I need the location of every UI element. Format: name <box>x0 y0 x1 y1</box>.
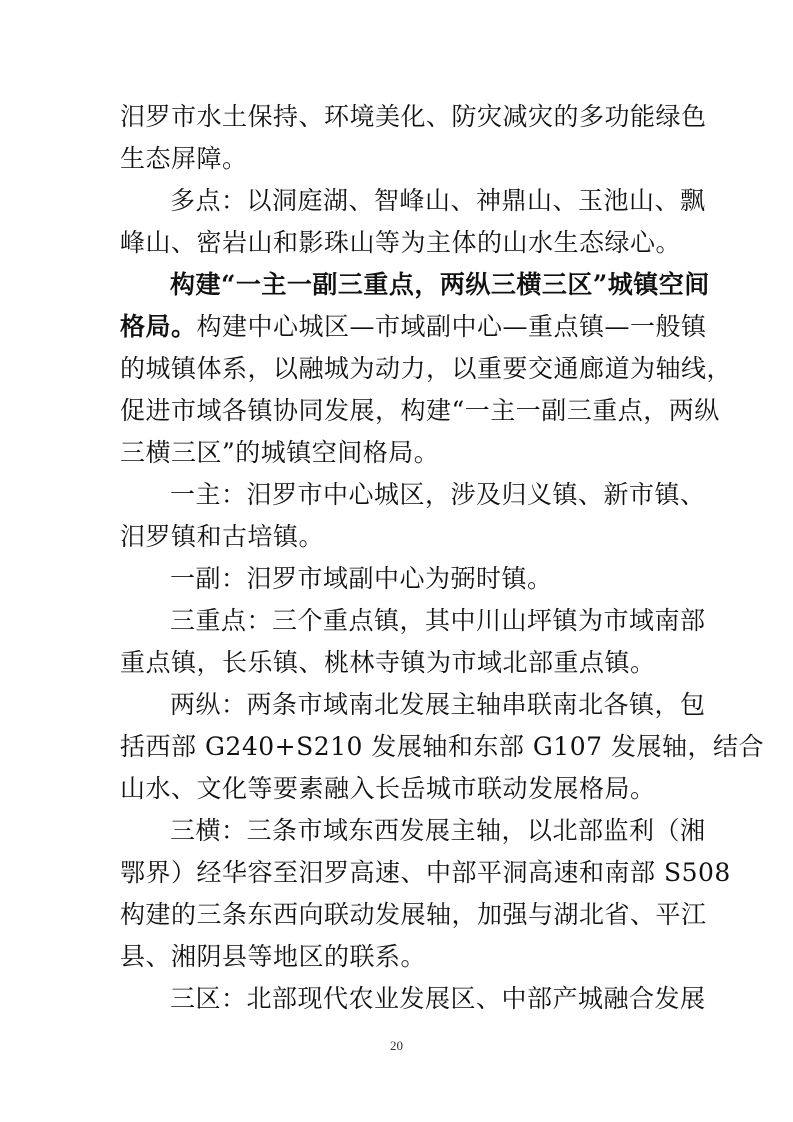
paragraph-line: 三区：北部现代农业发展区、中部产城融合发展 <box>170 984 706 1013</box>
paragraph-line: 一副：汨罗市域副中心为弼时镇。 <box>170 564 553 593</box>
paragraph-line: 县、湘阴县等地区的联系。 <box>120 942 427 971</box>
section-heading-tail: 格局。 <box>120 312 197 341</box>
paragraph-line: 三横三区”的城镇空间格局。 <box>120 438 440 467</box>
paragraph-line: 括西部 G240+S210 发展轴和东部 G107 发展轴，结合 <box>120 732 764 761</box>
paragraph-line: 三重点：三个重点镇，其中川山坪镇为市域南部 <box>170 606 706 635</box>
page-number: 20 <box>390 1038 403 1053</box>
paragraph-line: 峰山、密岩山和影珠山等为主体的山水生态绿心。 <box>120 228 682 257</box>
paragraph-line: 重点镇，长乐镇、桃林寺镇为市域北部重点镇。 <box>120 648 656 677</box>
paragraph-line: 的城镇体系，以融城为动力，以重要交通廊道为轴线， <box>120 354 733 383</box>
paragraph-line: 鄂界）经华容至汨罗高速、中部平洞高速和南部 S508 <box>120 858 731 887</box>
paragraph-line: 三横：三条市域东西发展主轴，以北部监利（湘 <box>170 816 706 845</box>
paragraph-line: 多点：以洞庭湖、智峰山、神鼎山、玉池山、飘 <box>170 186 706 215</box>
paragraph-text: 构建中心城区—市域副中心—重点镇—一般镇 <box>196 312 707 341</box>
section-heading-paragraph <box>120 308 707 346</box>
paragraph-line: 山水、文化等要素融入长岳城市联动发展格局。 <box>120 774 656 803</box>
paragraph-line: 汨罗市水土保持、环境美化、防灾减灾的多功能绿色 <box>120 102 707 131</box>
paragraph-line: 汨罗镇和古培镇。 <box>120 522 325 551</box>
paragraph-line: 促进市域各镇协同发展，构建“一主一副三重点，两纵 <box>120 396 720 425</box>
paragraph-line: 生态屏障。 <box>120 144 248 173</box>
paragraph-line: 两纵：两条市域南北发展主轴串联南北各镇，包 <box>170 690 706 719</box>
section-heading-line: 构建“一主一副三重点，两纵三横三区”城镇空间 <box>170 270 710 299</box>
paragraph-line: 一主：汨罗市中心城区，涉及归义镇、新市镇、 <box>170 480 706 509</box>
paragraph-line: 构建的三条东西向联动发展轴，加强与湖北省、平江 <box>120 900 707 929</box>
